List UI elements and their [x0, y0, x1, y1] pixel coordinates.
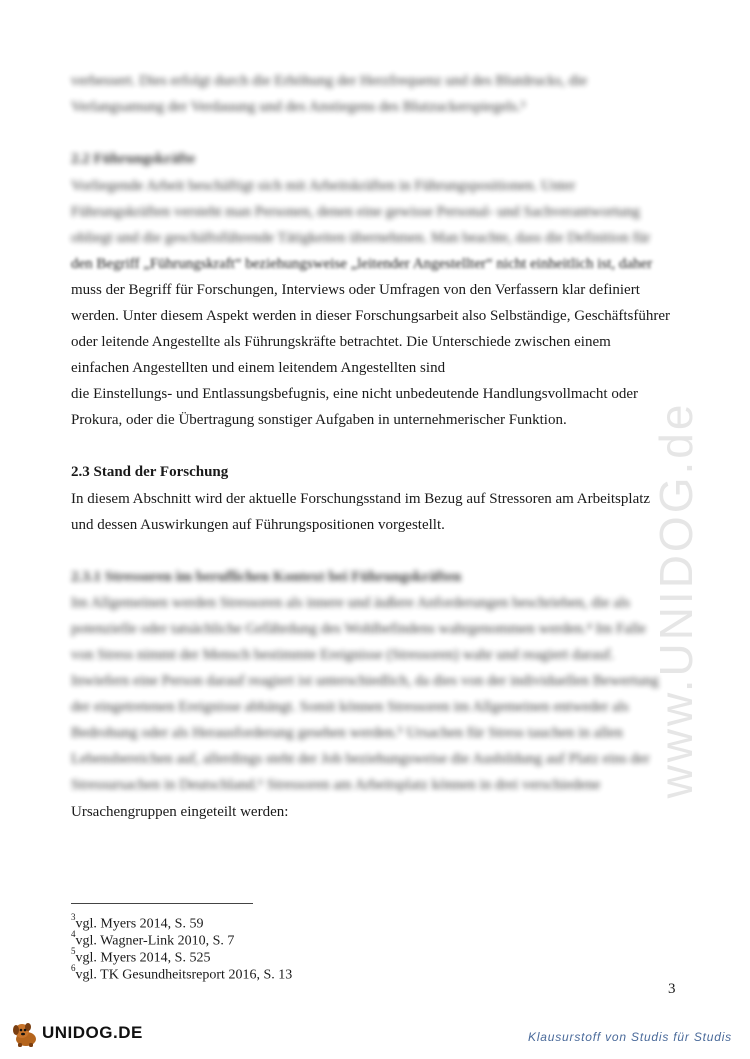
footnote-number: 6 [71, 963, 76, 973]
footnote-text: vgl. TK Gesundheitsreport 2016, S. 13 [75, 967, 293, 983]
body-text-line: und dessen Auswirkungen auf Führungspositionen vorgestellt. [71, 517, 445, 533]
blurred-text-line: Bedrohung oder als Herausforderung gesehen werden.⁵ Ursachen für Stress tauchen in allen [71, 725, 623, 741]
blurred-text-line: Im Allgemeinen werden Stressoren als innere und äußere Anforderungen beschrieben, die als [71, 595, 630, 611]
blurred-text-line: Lebensbereichen auf, allerdings steht der Job beziehungsweise die Ausbildung auf Platz eins der [71, 751, 650, 767]
footer-tagline: Klausurstoff von Studis für Studis [528, 1030, 732, 1044]
body-text-line: In diesem Abschnitt wird der aktuelle Forschungsstand im Bezug auf Stressoren am Arbeitsplatz [71, 491, 651, 507]
body-text-line: einfachen Angestellten und einem leitendem Angestellten sind [71, 360, 446, 376]
section-heading-2-2: 2.2 Führungskräfte [71, 151, 196, 167]
footnote [71, 962, 292, 984]
body-text-line: die Einstellungs- und Entlassungsbefugnis, eine nicht unbedeutende Handlungsvollmacht oder [71, 386, 638, 402]
dog-icon [10, 1020, 40, 1048]
unidog-logo[interactable] [10, 1020, 160, 1048]
blurred-text-line: Führungskräften versteht man Personen, denen eine gewisse Personal- und Sachverantwortung [71, 204, 641, 220]
partially-blurred-text-line: den Begriff „Führungskraft“ beziehungsweise „leitender Angestellter“ nicht einheitlich ist, daher [71, 256, 653, 272]
body-text-line: Prokura, oder die Übertragung sonstiger Aufgaben in unternehmerischer Funktion. [71, 412, 567, 428]
section-heading-2-3-1: 2.3.1 Stressoren im beruflichen Kontext bei Führungskräften [71, 569, 462, 585]
footnote-number: 3 [71, 912, 76, 922]
blurred-text-line: von Stress nimmt der Mensch bestimmte Ereignisse (Stressoren) wahr und reagiert darauf. [71, 647, 615, 663]
footnote-number: 5 [71, 946, 76, 956]
blurred-text-line: Stressursachen in Deutschland.⁶ Stressoren am Arbeitsplatz können in drei verschiedene [71, 777, 601, 793]
document-page: www.UNIDOG.de verbessert. Dies erfolgt durch die Erhöhung der Herzfrequenz und des Blutdrucks, die Verlangsamung der Verdauung und des Anstiegens des Blutzuckerspiegels.³ 2.2 Führungskräfte Vorliegende Arbeit beschäftigt sich mit Arbeitskräften in Führungspositionen. Unter Führungskräften versteht man Personen, denen eine gewisse Personal- und Sachverantwortung obliegt und die geschäftsführende Tätigkeiten übernehmen. Man beachte, dass die Definition für den Begriff „Führungskraft“ beziehungsweise „leitender Angestellter“ nicht einheitlich ist, daher muss der Begriff für Forschungen, Interviews oder Umfragen von den Verfassern klar definiert werden. Unter diesem Aspekt werden in dieser Forschungsarbeit also Selbständige, Geschäftsführer oder leitende Angestellte als Führungskräfte betrachtet. Die Unterschiede zwischen einem einfachen Angestellten und einem leitendem Angestellten sind die Einstellungs- und Entlassungsbefugnis, eine nicht unbedeutende Handlungsvollmacht oder Prokura, oder die Übertragung sonstiger Aufgaben in unternehmerischer Funktion. 2.3 Stand der Forschung In diesem Abschnitt wird der aktuelle Forschungsstand im Bezug auf Stressoren am Arbeitsplatz und dessen Auswirkungen auf Führungspositionen vorgestellt. 2.3.1 Stressoren im beruflichen Kontext bei Führungskräften Im Allgemeinen werden Stressoren als innere und äußere Anforderungen beschrieben, die als potenzielle oder tatsächliche Gefährdung des Wohlbefindens wahrgenommen werden.⁴ Im Falle von Stress nimmt der Mensch bestimmte Ereignisse (Stressoren) wahr und reagiert darauf. Inwiefern eine Person darauf reagiert ist unterschiedlich, da dies von der individuellen Bewertung der eingetretenen Ereignisse abhängt. Somit können Stressoren im Allgemeinen entweder als Bedrohung oder als Herausforderung gesehen werden.⁵ Ursachen für Stress tauchen in allen Lebensbereichen auf, allerdings steht der Job beziehungsweise die Ausbildung auf Platz eins der Stressursachen in Deutschland.⁶ Stressoren am Arbeitsplatz können in drei verschiedene Ursachengruppen eingeteilt werden: $^3$vgl. Myers 2014, S. 59 $^4$vgl. Wagner-Link 2010, S. 7 $^5$vgl. Myers 2014, S. 525 $^6$vgl. TK Gesundheitsreport 2016, S. 13 3 UNIDOG.DE Klausurstoff von Studis für Studis [0, 0, 750, 1059]
section-heading-2-3: 2.3 Stand der Forschung [71, 464, 229, 480]
blurred-text-line: Vorliegende Arbeit beschäftigt sich mit Arbeitskräften in Führungspositionen. Unter [71, 178, 576, 194]
page-number: 3 [668, 981, 676, 997]
blurred-text-line: der eingetretenen Ereignisse abhängt. Somit können Stressoren im Allgemeinen entweder als [71, 699, 629, 715]
body-text-line: muss der Begriff für Forschungen, Interviews oder Umfragen von den Verfassern klar definiert [71, 282, 640, 298]
body-text-line: Ursachengruppen eingeteilt werden: [71, 804, 289, 820]
footnote-separator [71, 903, 253, 904]
blurred-text-line: verbessert. Dies erfolgt durch die Erhöhung der Herzfrequenz und des Blutdrucks, die [71, 73, 588, 89]
footnote-text: vgl. Myers 2014, S. 59 [75, 916, 204, 932]
blurred-text-line: potenzielle oder tatsächliche Gefährdung des Wohlbefindens wahrgenommen werden.⁴ Im Falle [71, 621, 646, 637]
blurred-text-line: Verlangsamung der Verdauung und des Anstiegens des Blutzuckerspiegels.³ [71, 99, 526, 115]
footnote-text: vgl. Myers 2014, S. 525 [75, 950, 211, 966]
logo-text: UNIDOG.DE [42, 1023, 143, 1042]
body-text-line: oder leitende Angestellte als Führungskräfte betrachtet. Die Unterschiede zwischen einem [71, 334, 611, 350]
blurred-text-line: obliegt und die geschäftsführende Tätigkeiten übernehmen. Man beachte, dass die Definition für [71, 230, 651, 246]
footnote-text: vgl. Wagner-Link 2010, S. 7 [75, 933, 235, 949]
blurred-text-line: Inwiefern eine Person darauf reagiert ist unterschiedlich, da dies von der individuellen Bewertung [71, 673, 659, 689]
body-text-line: werden. Unter diesem Aspekt werden in dieser Forschungsarbeit also Selbständige, Geschäftsführer [71, 308, 670, 324]
footnote-number: 4 [71, 929, 76, 939]
